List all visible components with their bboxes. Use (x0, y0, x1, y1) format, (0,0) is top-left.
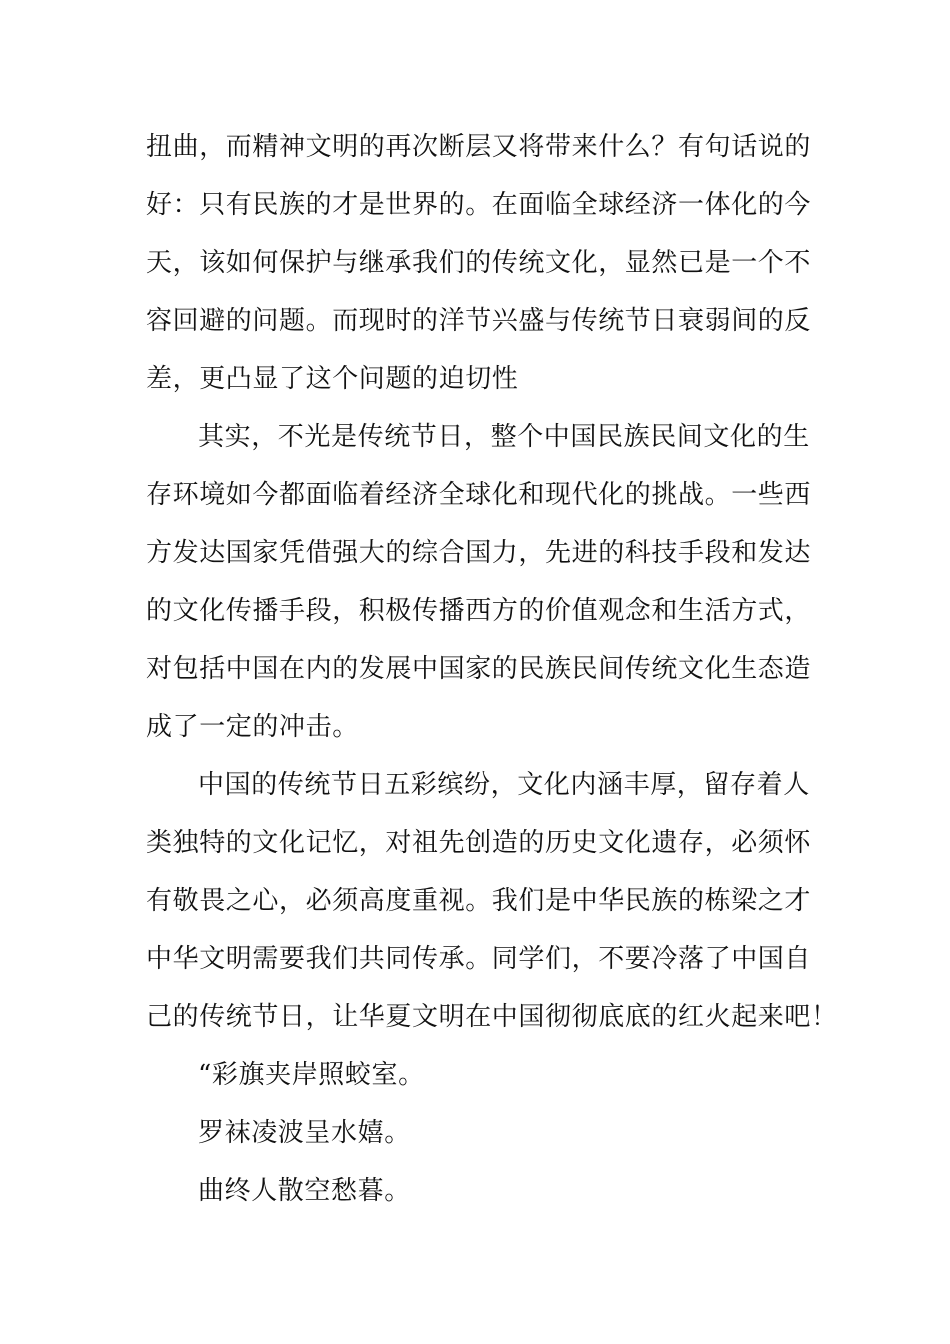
text-line: “彩旗夹岸照蛟室。 (198, 1060, 425, 1090)
text-line: 类独特的文化记忆，对祖先创造的历史文化遗存，必须怀 (146, 828, 812, 858)
text-line: 中华文明需要我们共同传承。同学们，不要冷落了中国自 (146, 944, 812, 974)
text-line: 存环境如今都面临着经济全球化和现代化的挑战。一些西 (146, 480, 812, 510)
text-line: 扭曲，而精神文明的再次断层又将带来什么？有句话说的 (146, 132, 812, 162)
text-line: 中国的传统节日五彩缤纷，文化内涵丰厚，留存着人 (198, 770, 810, 800)
text-line: 对包括中国在内的发展中国家的民族民间传统文化生态造 (146, 654, 812, 684)
text-line: 差，更凸显了这个问题的迫切性 (146, 364, 519, 394)
text-line: 方发达国家凭借强大的综合国力，先进的科技手段和发达 (146, 538, 812, 568)
text-line: 其实，不光是传统节日，整个中国民族民间文化的生 (198, 422, 810, 452)
text-line: 的文化传播手段，积极传播西方的价值观念和生活方式， (146, 596, 812, 626)
text-line: 天，该如何保护与继承我们的传统文化，显然已是一个不 (146, 248, 812, 278)
text-line: 有敬畏之心，必须高度重视。我们是中华民族的栋梁之才 (146, 886, 812, 916)
text-line: 容回避的问题。而现时的洋节兴盛与传统节日衰弱间的反 (146, 306, 812, 336)
text-line: 己的传统节日，让华夏文明在中国彻彻底底的红火起来吧！ (146, 1002, 838, 1032)
poem-line-1 (146, 1046, 816, 1104)
text-line: 成了一定的冲击。 (146, 712, 359, 742)
text-line: 好：只有民族的才是世界的。在面临全球经济一体化的今 (146, 190, 812, 220)
poem-line-3 (146, 1162, 816, 1220)
poem-line-2 (146, 1104, 816, 1162)
paragraph-1 (146, 118, 816, 408)
document-body (146, 118, 838, 1220)
paragraph-3 (146, 756, 838, 1046)
paragraph-2 (146, 408, 816, 756)
text-line: 罗袜凌波呈水嬉。 (198, 1118, 411, 1148)
text-line: 曲终人散空愁暮。 (198, 1176, 411, 1206)
